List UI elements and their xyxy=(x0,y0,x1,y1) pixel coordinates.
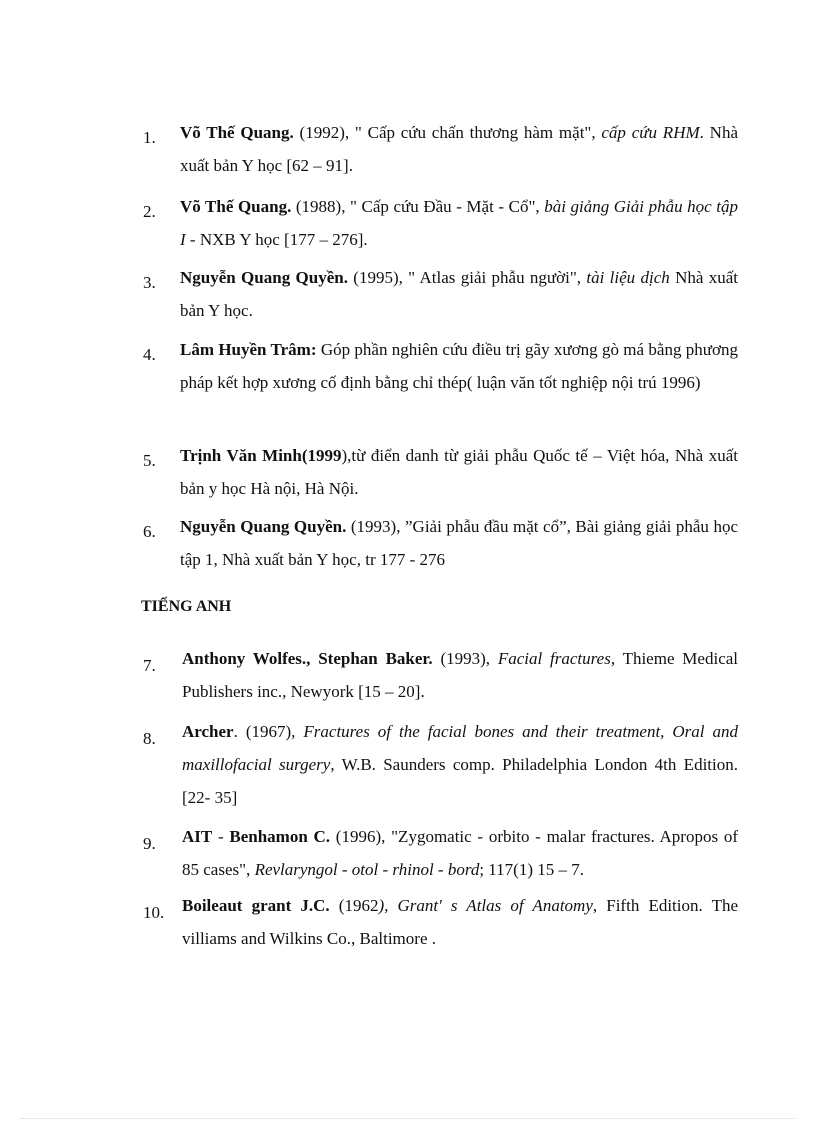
reference-segment: (1996), "Zygomatic - orbito - malar fractures. Apropos of 85 cases", xyxy=(182,827,738,879)
reference-segment: , W.B. Saunders comp. Philadelphia London 4th Edition.[22- 35] xyxy=(182,755,738,807)
reference-segment: (1993), xyxy=(432,649,498,668)
reference-number: 2. xyxy=(143,202,156,221)
reference-author: Võ Thế Quang. xyxy=(180,197,292,216)
reference-author: Benhamon C. xyxy=(229,827,331,846)
reference-segment: ),từ điển danh từ giải phẫu Quốc tế – Việt hóa, Nhà xuất bản y học Hà nội, Hà Nội. xyxy=(180,446,738,498)
reference-text xyxy=(180,439,738,505)
page-bottom-rule xyxy=(20,1118,796,1119)
reference-author: Archer xyxy=(182,722,234,741)
reference-text xyxy=(182,715,738,814)
reference-number: 1. xyxy=(143,128,156,147)
reference-number: 5. xyxy=(143,451,156,470)
reference-title: Fractures of the facial bones and their treatment, Oral and maxillofacial surgery xyxy=(182,722,739,774)
reference-segment: (1993), ”Giải phẫu đầu mặt cổ”, Bài giảng giải phẫu học tập 1, Nhà xuất bản Y học, tr 177 - 276 xyxy=(180,517,738,569)
reference-number: 9. xyxy=(143,834,156,853)
reference-segment: ; 117(1) 15 – 7. xyxy=(479,860,584,879)
reference-segment: Góp phần nghiên cứu điều trị gãy xương gò má bằng phương pháp kết hợp xương cố định bằng chỉ thép( luận văn tốt nghiệp nội trú 1996) xyxy=(180,340,738,392)
reference-author: AIT xyxy=(182,827,213,846)
reference-author: Võ Thế Quang. xyxy=(180,123,294,142)
reference-text xyxy=(182,642,738,708)
reference-segment: (1995), " Atlas giải phẫu người", xyxy=(347,268,587,287)
section-heading: TIẾNG ANH xyxy=(141,598,232,615)
reference-title: Facial fractures xyxy=(497,649,611,668)
reference-title: cấp cứu RHM xyxy=(601,123,700,142)
reference-author: Boileaut grant J.C. xyxy=(182,896,330,915)
reference-author: Anthony Wolfes., Stephan Baker. xyxy=(182,649,433,668)
reference-text xyxy=(180,261,738,327)
reference-title: Revlaryngol - otol - rhinol - bord xyxy=(254,860,480,879)
reference-title: tài liệu dịch xyxy=(586,268,670,287)
reference-title: bài giảng Giải phẫu học tập I xyxy=(180,197,738,249)
reference-segment: - NXB Y học [177 – 276]. xyxy=(185,230,368,249)
reference-segment: , Thieme Medical Publishers inc., Newyork [15 – 20]. xyxy=(182,649,739,701)
reference-number: 4. xyxy=(143,345,156,364)
reference-segment: (1992), " Cấp cứu chấn thương hàm mặt", xyxy=(293,123,602,142)
reference-author: Trịnh Văn Minh(1999 xyxy=(180,446,342,465)
reference-segment: (1962 xyxy=(329,896,379,915)
reference-segment: . Nhà xuất bản Y học [62 – 91]. xyxy=(180,123,738,175)
reference-author: Nguyễn Quang Quyền. xyxy=(180,517,347,536)
reference-number: 8. xyxy=(143,729,156,748)
reference-number: 7. xyxy=(143,656,156,675)
reference-segment: , Fifth Edition. The villiams and Wilkins Co., Baltimore . xyxy=(182,896,739,948)
reference-segment: - xyxy=(212,827,230,846)
reference-text xyxy=(182,820,738,886)
reference-number: 6. xyxy=(143,522,156,541)
reference-number: 3. xyxy=(143,273,156,292)
reference-text xyxy=(180,510,738,576)
reference-author: Nguyễn Quang Quyền. xyxy=(180,268,348,287)
reference-text xyxy=(180,190,738,256)
reference-text xyxy=(180,116,738,182)
reference-segment: . (1967), xyxy=(233,722,304,741)
reference-number: 10. xyxy=(143,903,165,922)
reference-text xyxy=(180,333,738,399)
reference-segment: Nhà xuất bản Y học. xyxy=(180,268,738,320)
reference-author: Lâm Huyền Trâm: xyxy=(180,340,317,359)
reference-text xyxy=(182,889,738,955)
reference-segment: (1988), " Cấp cứu Đầu - Mặt - Cổ", xyxy=(291,197,545,216)
reference-title: ), Grant' s Atlas of Anatomy xyxy=(378,896,593,915)
